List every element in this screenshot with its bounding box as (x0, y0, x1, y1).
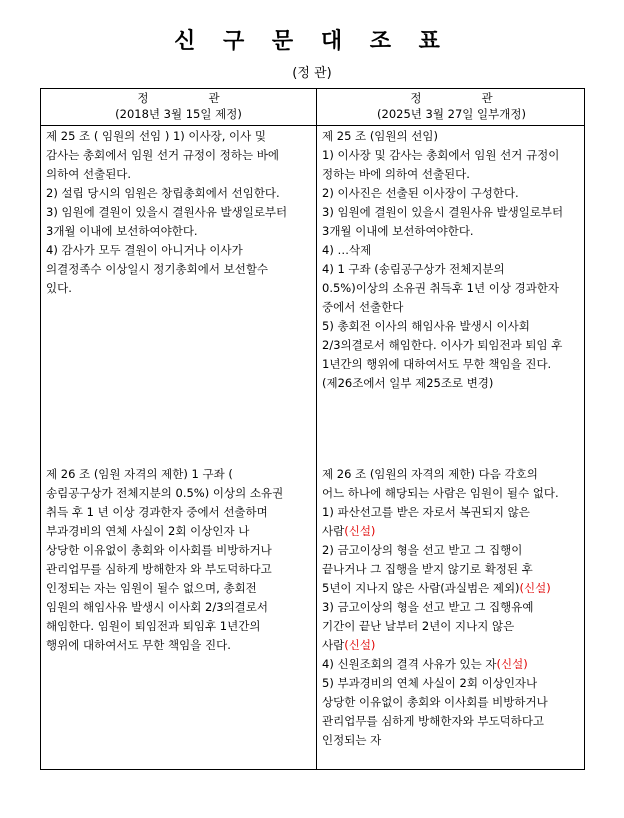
added-marker: (신설) (344, 638, 376, 652)
text-line (322, 522, 582, 541)
text-line: 1) 이사장 및 감사는 총회에서 임원 선거 규정이 (322, 148, 560, 162)
right-column-header (317, 89, 586, 125)
text-line (322, 655, 582, 674)
page-subtitle: (정 관) (292, 66, 332, 81)
text-line: 부과경비의 연체 사실이 2회 이상인자 나 (46, 524, 250, 538)
text-line: 4) …삭제 (322, 243, 372, 257)
text-line: 어느 하나에 해당되는 사람은 임원이 될수 없다. (322, 486, 559, 500)
text-line: 0.5%)이상의 소유권 취득후 1년 이상 경과한자 (322, 281, 560, 295)
text-line: 제 26 조 (임원의 자격의 제한) 다음 각호의 (322, 467, 538, 481)
added-marker: (신설) (496, 657, 528, 671)
text-line: 송림공구상가 전체지분의 0.5%) 이상의 소유권 (46, 486, 284, 500)
text-line: 2) 금고이상의 형을 선고 받고 그 집행이 (322, 543, 523, 557)
text-line: 5) 총회전 이사의 해임사유 발생시 이사회 (322, 319, 530, 333)
text-line: 관리업무를 심하게 방해한자 와 부도덕하다고 (46, 562, 272, 576)
text-line (322, 579, 582, 598)
text-line: 1년간의 행위에 대하여서도 무한 책임을 진다. (322, 357, 552, 371)
comparison-table (40, 88, 585, 770)
text-line: 정하는 바에 의하여 선출된다. (322, 167, 470, 181)
text-line: 3개월 이내에 보선하여야한다. (46, 224, 198, 238)
right-heading: 정관 (410, 91, 553, 105)
text-line: 2/3의결로서 해임한다. 이사가 퇴임전과 퇴임 후 (322, 338, 563, 352)
text-line: 관리업무를 심하게 방해한자와 부도덕하다고 (322, 714, 545, 728)
header-divider (41, 125, 584, 126)
text-line: 상당한 이유없이 총회와 이사회를 비방하거나 (46, 543, 272, 557)
text-line: 행위에 대하여서도 무한 책임을 진다. (46, 638, 231, 652)
text-line: 취득 후 1 년 이상 경과한자 중에서 선출하며 (46, 505, 268, 519)
text-line: 3개월 이내에 보선하여야한다. (322, 224, 474, 238)
text-line: 2) 이사진은 선출된 이사장이 구성한다. (322, 186, 519, 200)
text-line: 4) 감사가 모두 결원이 아니거나 이사가 (46, 243, 243, 257)
text-line: 중에서 선출한다 (322, 300, 404, 314)
text-line: 3) 금고이상의 형을 선고 받고 그 집행유예 (322, 600, 534, 614)
text-line: 1) 파산선고를 받은 자로서 복권되지 않은 (322, 505, 530, 519)
right-date: (2025년 3월 27일 일부개정) (377, 107, 526, 121)
text-line: 인정되는 자 (322, 733, 382, 747)
text-line: 4) 1 구좌 (송림공구상가 전체지분의 (322, 262, 505, 276)
text-line: 해임한다. 임원이 퇴임전과 퇴임후 1년간의 (46, 619, 261, 633)
text-line: 인정되는 자는 임원이 될수 없으며, 총회전 (46, 581, 257, 595)
text-line: 제 25 조 ( 임원의 선임 ) 1) 이사장, 이사 및 (46, 129, 267, 143)
page-title: 신 구 문 대 조 표 (174, 29, 450, 54)
text-line: 임원의 해임사유 발생시 이사회 2/3의결로서 (46, 600, 268, 614)
text-line: 끝나거나 그 집행을 받지 않기로 확정된 후 (322, 562, 533, 576)
text-line: 3) 임원에 결원이 있을시 결원사유 발생일로부터 (46, 205, 288, 219)
text-line: 있다. (46, 281, 72, 295)
text-line: (제26조에서 일부 제25조로 변경) (322, 376, 494, 390)
text-line: 기간이 끝난 날부터 2년이 지나지 않은 (322, 619, 515, 633)
text-line: 2) 설립 당시의 임원은 창립총회에서 선임한다. (46, 186, 280, 200)
added-marker: (신설) (344, 524, 376, 538)
text-line: 의하여 선출된다. (46, 167, 132, 181)
text-line: 제 25 조 (임원의 선임) (322, 129, 438, 143)
text-line: 5) 부과경비의 연체 사실이 2회 이상인자나 (322, 676, 538, 690)
left-date: (2018년 3월 15일 제정) (115, 107, 242, 121)
text-line: 제 26 조 (임원 자격의 제한) 1 구좌 ( (46, 467, 233, 481)
text-segment: 사람 (322, 524, 345, 538)
left-heading: 정관 (137, 91, 280, 105)
text-segment: 5년이 지나지 않은 사람(과실범은 제외) (322, 581, 520, 595)
right-article-26 (322, 465, 582, 750)
text-line: 상당한 이유없이 총회와 이사회를 비방하거나 (322, 695, 548, 709)
column-divider (316, 89, 317, 769)
text-line (322, 636, 582, 655)
text-segment: 사람 (322, 638, 345, 652)
left-article-25 (46, 127, 312, 298)
left-column-header (41, 89, 316, 125)
text-line: 3) 임원에 결원이 있을시 결원사유 발생일로부터 (322, 205, 564, 219)
text-line: 감사는 총회에서 임원 선거 규정이 정하는 바에 (46, 148, 280, 162)
text-line: 의결정족수 이상일시 정기총회에서 보선할수 (46, 262, 269, 276)
right-article-25 (322, 127, 582, 393)
left-article-26 (46, 465, 312, 655)
text-segment: 4) 신원조회의 결격 사유가 있는 자 (322, 657, 497, 671)
added-marker: (신설) (519, 581, 551, 595)
